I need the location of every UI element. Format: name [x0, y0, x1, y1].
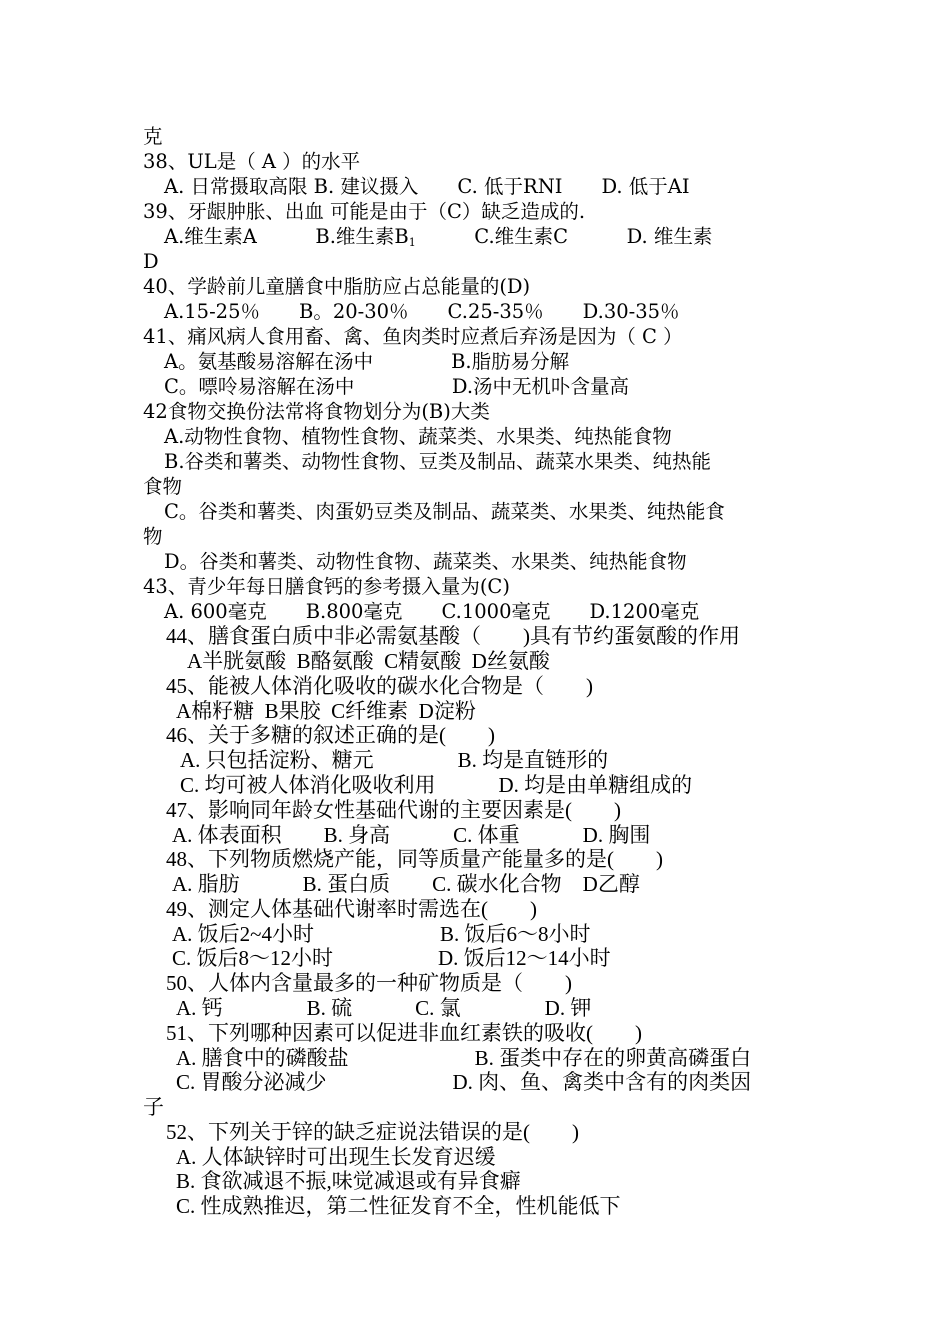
question-41: 41、痛风病人食用畜、禽、鱼肉类时应煮后弃汤是因为（ C ） — [143, 325, 683, 348]
question-45: 45、能被人体消化吸收的碳水化合物是（ ) — [166, 674, 593, 698]
question-51-options: A. 膳食中的磷酸盐 B. 蛋类中存在的卵黄高磷蛋白 — [176, 1046, 752, 1070]
subscript: 1 — [408, 236, 416, 249]
question-49: 49、测定人体基础代谢率时需选在( ) — [166, 897, 537, 921]
question-49-options: A. 饭后2~4小时 B. 饭后6～8小时 — [172, 922, 591, 946]
question-47: 47、影响同年龄女性基础代谢的主要因素是( ) — [166, 798, 621, 822]
question-46-options: A. 只包括淀粉、糖元 B. 均是直链形的 — [180, 748, 609, 772]
question-51: 51、下列哪种因素可以促进非血红素铁的吸收( ) — [166, 1021, 642, 1045]
question-50-options: A. 钙 B. 硫 C. 氯 D. 钾 — [176, 996, 592, 1020]
question-39-options — [164, 225, 712, 249]
text-line: 物 — [143, 525, 163, 548]
question-46: 46、关于多糖的叙述正确的是( ) — [166, 723, 495, 747]
question-48: 48、下列物质燃烧产能，同等质量产能量多的是( ) — [166, 847, 663, 871]
question-40-options: A.15-25％ B。20-30％ C.25-35％ D.30-35％ — [164, 300, 680, 323]
question-51-options: C. 胃酸分泌减少 D. 肉、鱼、禽类中含有的肉类因 — [176, 1070, 752, 1094]
question-43: 43、青少年每日膳食钙的参考摄入量为(C) — [143, 575, 510, 598]
question-52-option-b: B. 食欲减退不振,味觉减退或有异食癖 — [176, 1169, 521, 1193]
question-49-options: C. 饭后8～12小时 D. 饭后12～14小时 — [172, 946, 611, 970]
question-41-options: C。嘌呤易溶解在汤中 D.汤中无机卟含量高 — [164, 375, 630, 398]
question-42-option-d: D。谷类和薯类、动物性食物、蔬菜类、水果类、纯热能食物 — [164, 550, 687, 573]
question-38: 38、UL是（ A ）的水平 — [143, 150, 361, 173]
question-42-option-a: A.动物性食物、植物性食物、蔬菜类、水果类、纯热能食物 — [164, 425, 672, 448]
text-line: D — [143, 250, 159, 273]
question-48-options: A. 脂肪 B. 蛋白质 C. 碳水化合物 D乙醇 — [172, 872, 640, 896]
text-line: 食物 — [143, 475, 183, 498]
question-42-option-b: B.谷类和薯类、动物性食物、豆类及制品、蔬菜水果类、纯热能 — [164, 450, 712, 473]
question-50: 50、人体内含量最多的一种矿物质是（ ) — [166, 971, 572, 995]
question-52: 52、下列关于锌的缺乏症说法错误的是( ) — [166, 1120, 579, 1144]
option-text: A.维生素A B.维生素B — [164, 225, 409, 248]
question-38-options: A. 日常摄取高限 B. 建议摄入 C. 低于RNI D. 低于AI — [164, 175, 690, 198]
question-39: 39、牙龈肿胀、出血 可能是由于（C）缺乏造成的. — [143, 200, 586, 223]
option-text: C.维生素C D. 维生素 — [474, 225, 713, 248]
question-40: 40、学龄前儿童膳食中脂肪应占总能量的(D) — [143, 275, 531, 298]
question-44-options: A半胱氨酸 B酪氨酸 C精氨酸 D丝氨酸 — [187, 649, 550, 673]
question-46-options: C. 均可被人体消化吸收利用 D. 均是由单糖组成的 — [180, 773, 693, 797]
question-47-options: A. 体表面积 B. 身高 C. 体重 D. 胸围 — [172, 823, 651, 847]
question-52-option-c: C. 性成熟推迟，第二性征发育不全，性机能低下 — [176, 1194, 621, 1218]
question-45-options: A棉籽糖 B果胶 C纤维素 D淀粉 — [176, 699, 476, 723]
text-line: 子 — [143, 1095, 164, 1119]
question-44: 44、膳食蛋白质中非必需氨基酸（ )具有节约蛋氨酸的作用 — [166, 624, 740, 648]
question-42-option-c: C。谷类和薯类、肉蛋奶豆类及制品、蔬菜类、水果类、纯热能食 — [164, 500, 725, 523]
question-52-option-a: A. 人体缺锌时可出现生长发育迟缓 — [176, 1145, 496, 1169]
question-42: 42食物交换份法常将食物划分为(B)大类 — [143, 400, 490, 423]
text-line: 克 — [143, 125, 163, 148]
question-43-options: A. 600毫克 B.800毫克 C.1000毫克 D.1200毫克 — [164, 600, 700, 623]
question-41-options: A。氨基酸易溶解在汤中 B.脂肪易分解 — [164, 350, 570, 373]
